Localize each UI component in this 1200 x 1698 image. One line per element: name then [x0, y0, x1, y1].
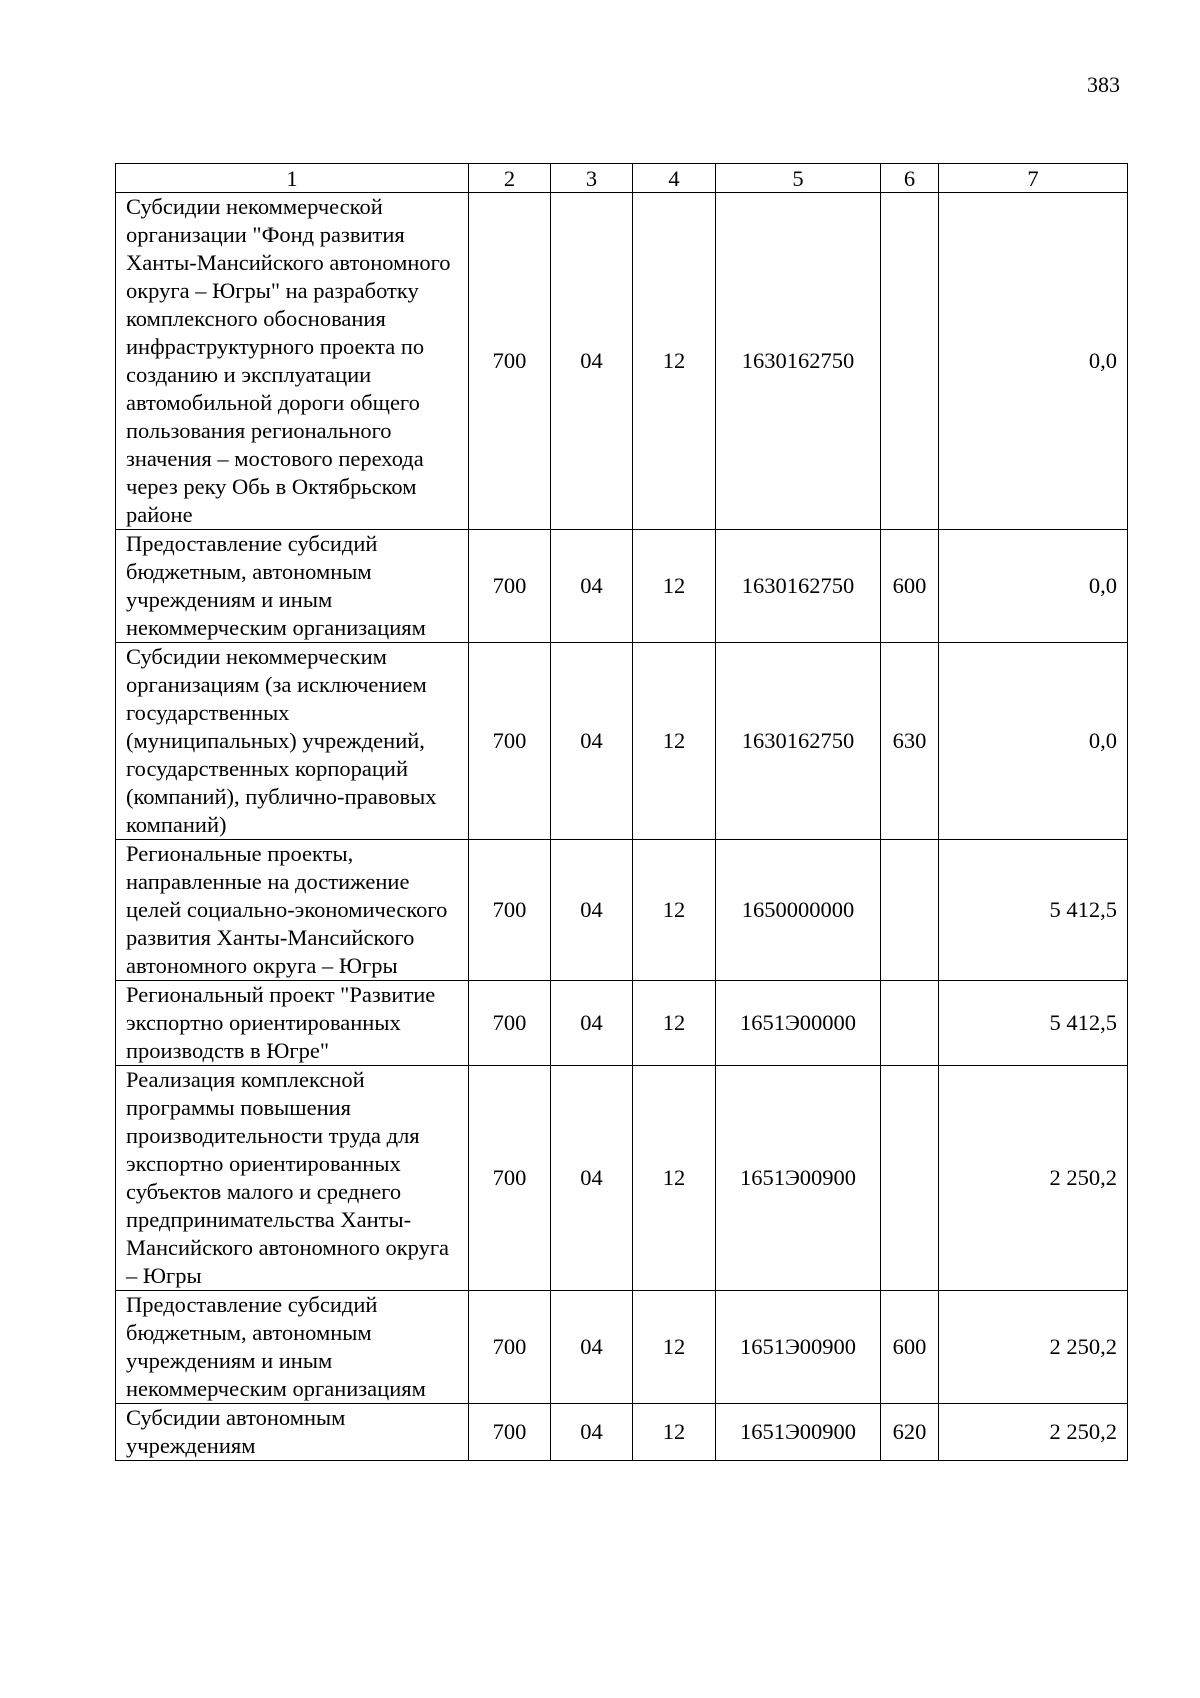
- row-col-6: 620: [881, 1404, 939, 1461]
- row-name: Субсидии некоммерческой организации "Фонд развития Ханты-Мансийского автономного округа – Югры" на разработку комплексного обоснования инфраструктурного проекта по созданию и эксплуатации автомобильной дороги общего пользования регионального значения – мостового перехода через реку Обь в Октябрьском районе: [116, 193, 469, 530]
- row-col-4: 12: [633, 643, 716, 840]
- header-col-1: 1: [116, 164, 469, 193]
- row-amount: 0,0: [939, 530, 1128, 643]
- row-col-3: 04: [551, 193, 633, 530]
- header-col-2: 2: [469, 164, 551, 193]
- row-col-6: 630: [881, 643, 939, 840]
- table-row: [116, 193, 1128, 530]
- row-col-4: 12: [633, 1066, 716, 1291]
- row-name: Региональные проекты, направленные на достижение целей социально-экономического развития Ханты-Мансийского автономного округа – Югры: [116, 840, 469, 981]
- row-col-4: 12: [633, 1404, 716, 1461]
- row-col-3: 04: [551, 530, 633, 643]
- row-col-4: 12: [633, 530, 716, 643]
- header-col-7: 7: [939, 164, 1128, 193]
- table-row: [116, 1066, 1128, 1291]
- row-col-4: 12: [633, 981, 716, 1066]
- row-col-6: 600: [881, 1291, 939, 1404]
- row-name: Предоставление субсидий бюджетным, автономным учреждениям и иным некоммерческим организациям: [116, 1291, 469, 1404]
- row-col-2: 700: [469, 981, 551, 1066]
- row-col-6: [881, 981, 939, 1066]
- row-col-4: 12: [633, 193, 716, 530]
- table-row: [116, 840, 1128, 981]
- row-col-5: 1651Э00900: [716, 1291, 881, 1404]
- row-col-3: 04: [551, 1066, 633, 1291]
- budget-table: [115, 163, 1128, 1461]
- row-col-2: 700: [469, 1066, 551, 1291]
- table-row: [116, 1404, 1128, 1461]
- row-name: Реализация комплексной программы повышения производительности труда для экспортно ориентированных субъектов малого и среднего предпринимательства Ханты-Мансийского автономного округа – Югры: [116, 1066, 469, 1291]
- row-col-6: [881, 1066, 939, 1291]
- row-col-3: 04: [551, 1291, 633, 1404]
- header-col-4: 4: [633, 164, 716, 193]
- row-col-2: 700: [469, 1404, 551, 1461]
- row-amount: 2 250,2: [939, 1404, 1128, 1461]
- row-amount: 0,0: [939, 193, 1128, 530]
- row-col-5: 1630162750: [716, 193, 881, 530]
- row-col-5: 1650000000: [716, 840, 881, 981]
- row-name: Субсидии автономным учреждениям: [116, 1404, 469, 1461]
- header-row: [116, 164, 1128, 193]
- row-col-5: 1630162750: [716, 530, 881, 643]
- header-col-3: 3: [551, 164, 633, 193]
- row-col-2: 700: [469, 643, 551, 840]
- row-col-3: 04: [551, 643, 633, 840]
- row-col-4: 12: [633, 840, 716, 981]
- row-amount: 2 250,2: [939, 1291, 1128, 1404]
- table-row: [116, 981, 1128, 1066]
- row-col-2: 700: [469, 1291, 551, 1404]
- row-col-6: 600: [881, 530, 939, 643]
- row-amount: 5 412,5: [939, 840, 1128, 981]
- header-col-6: 6: [881, 164, 939, 193]
- row-col-5: 1651Э00000: [716, 981, 881, 1066]
- row-col-6: [881, 193, 939, 530]
- row-amount: 0,0: [939, 643, 1128, 840]
- header-col-5: 5: [716, 164, 881, 193]
- table-row: [116, 643, 1128, 840]
- row-col-2: 700: [469, 530, 551, 643]
- row-col-3: 04: [551, 981, 633, 1066]
- row-col-5: 1630162750: [716, 643, 881, 840]
- row-name: Субсидии некоммерческим организациям (за исключением государственных (муниципальных) учреждений, государственных корпораций (компаний), публично-правовых компаний): [116, 643, 469, 840]
- row-name: Региональный проект "Развитие экспортно ориентированных производств в Югре": [116, 981, 469, 1066]
- row-col-5: 1651Э00900: [716, 1066, 881, 1291]
- row-col-6: [881, 840, 939, 981]
- row-col-5: 1651Э00900: [716, 1404, 881, 1461]
- row-col-2: 700: [469, 193, 551, 530]
- page-number: 383: [1087, 72, 1120, 97]
- row-col-3: 04: [551, 840, 633, 981]
- row-amount: 5 412,5: [939, 981, 1128, 1066]
- table-row: [116, 530, 1128, 643]
- row-col-4: 12: [633, 1291, 716, 1404]
- row-col-2: 700: [469, 840, 551, 981]
- table-row: [116, 1291, 1128, 1404]
- row-amount: 2 250,2: [939, 1066, 1128, 1291]
- row-name: Предоставление субсидий бюджетным, автономным учреждениям и иным некоммерческим организациям: [116, 530, 469, 643]
- row-col-3: 04: [551, 1404, 633, 1461]
